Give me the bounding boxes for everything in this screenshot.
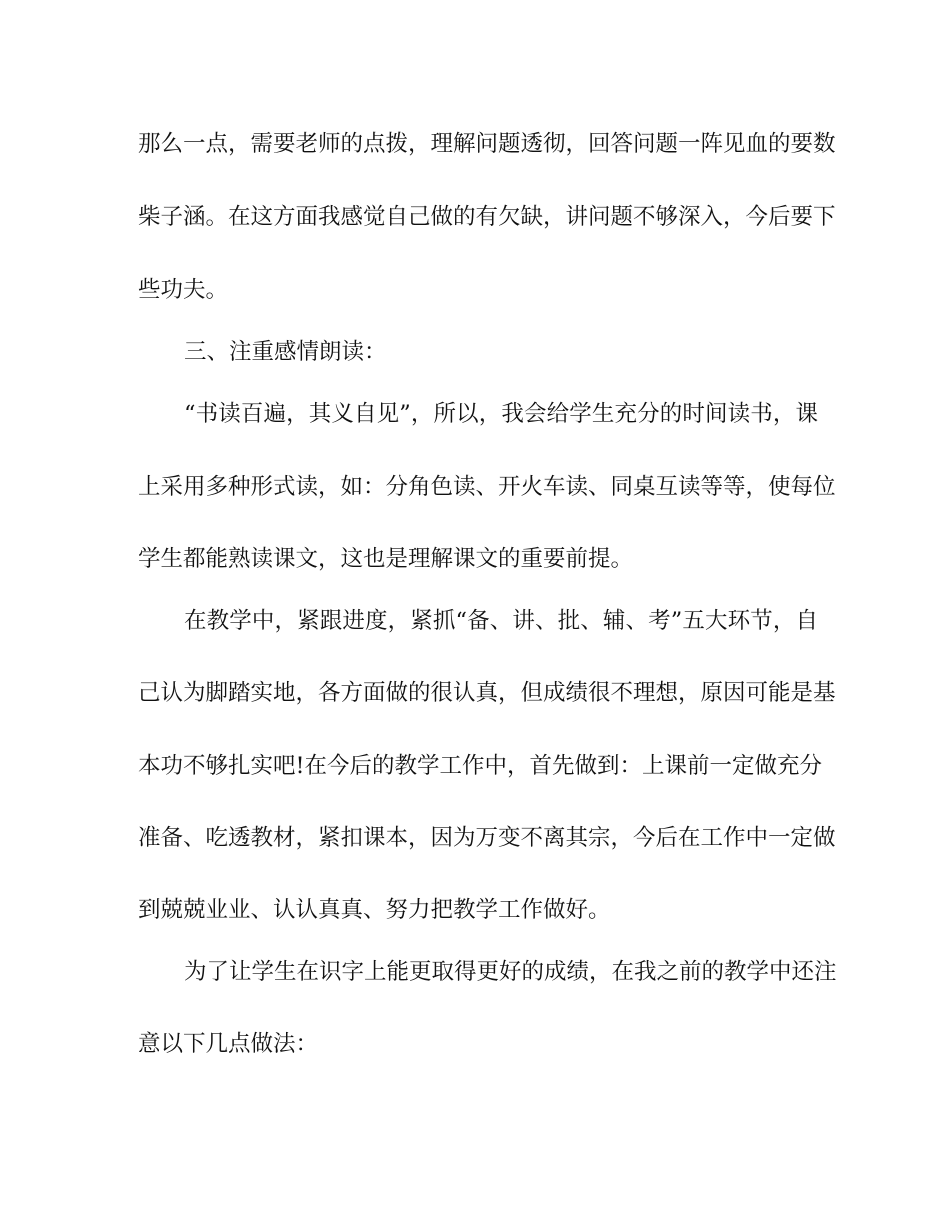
text-line-3: 些功夫。 — [138, 277, 229, 303]
text-line-9: 己认为脚踏实地，各方面做的很认真，但成绩很不理想，原因可能是基 — [138, 680, 836, 706]
text-line-10: 本功不够扎实吧!在今后的教学工作中，首先做到：上课前一定做充分 — [138, 753, 823, 779]
text-line-8: 在教学中，紧跟进度，紧抓“备、讲、批、辅、考”五大环节，自 — [184, 608, 818, 634]
section-heading: 三、注重感情朗读： — [184, 339, 387, 365]
text-line-6: 上采用多种形式读，如：分角色读、开火车读、同桌互读等等，使每位 — [138, 474, 836, 500]
text-line-14: 意以下几点做法： — [138, 1031, 319, 1057]
text-line-7: 学生都能熟读课文，这也是理解课文的重要前提。 — [138, 546, 634, 572]
text-line-12: 到兢兢业业、认认真真、努力把教学工作做好。 — [138, 897, 611, 923]
text-line-2: 柴子涵。在这方面我感觉自己做的有欠缺，讲问题不够深入，今后要下 — [138, 204, 836, 230]
text-line-13: 为了让学生在识字上能更取得更好的成绩，在我之前的教学中还注 — [184, 959, 837, 985]
text-line-11: 准备、吃透教材，紧扣课本，因为万变不离其宗，今后在工作中一定做 — [138, 825, 836, 851]
text-line-1: 那么一点，需要老师的点拨，理解问题透彻，回答问题一阵见血的要数 — [138, 131, 836, 157]
text-line-5: “书读百遍，其义自见”，所以，我会给学生充分的时间读书，课 — [184, 401, 818, 427]
